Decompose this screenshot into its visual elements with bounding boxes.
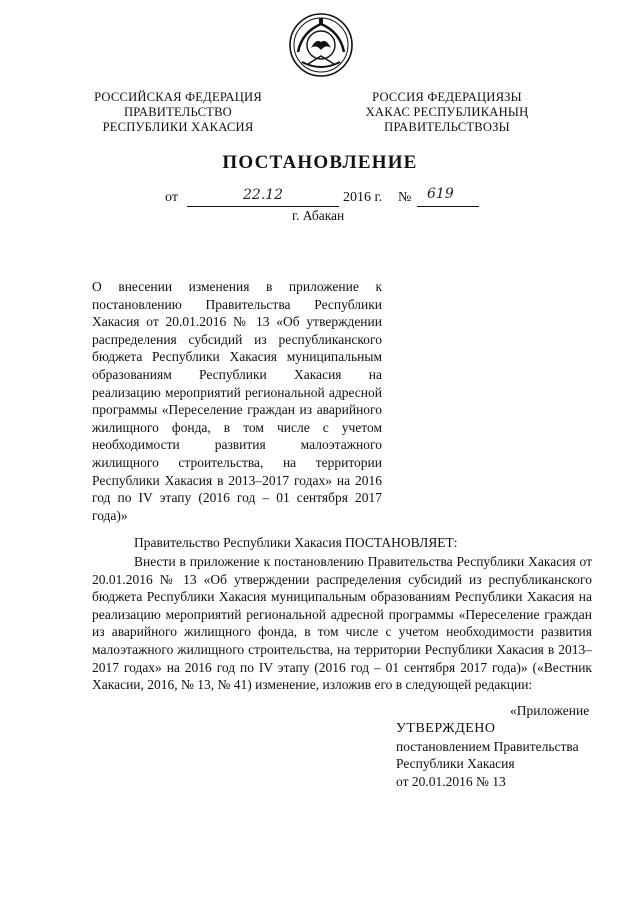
approved-line-3: от 20.01.2016 № 13: [396, 773, 506, 789]
approved-line-2: Республики Хакасия: [396, 756, 515, 772]
number-handwritten: 619: [427, 186, 454, 202]
header-left-line-2: ПРАВИТЕЛЬСТВО: [124, 105, 232, 119]
city: г. Абакан: [292, 208, 345, 223]
main-paragraph: Внести в приложение к постановлению Правительства Республики Хакасия от 20.01.2016 № 13 «Об утверждении распределения субсидий из республиканского бюджета Республики Хакасия муниципальным образованиям Республики Хакасия на реализацию мероприятий региональной адресной программы «Переселение граждан из аварийного жилищного фонда, в том числе с учетом необходимости развития малоэтажного жилищного строительства, на территории Республики Хакасия в 2013–2017 годах» на 2016 год по IV этапу (2016 год – 01 сентября 2017 года)» («Вестник Хакасии, 2016, № 13, № 41) изменение, изложив его в следующей редакции:: [92, 554, 592, 693]
document-title: ПОСТАНОВЛЕНИЕ: [222, 152, 418, 173]
number-label: №: [398, 190, 412, 205]
header-right-line-3: ПРАВИТЕЛЬСТВОЗЫ: [384, 120, 510, 134]
header-right-line-1: РОССИЯ ФЕДЕРАЦИЯЗЫ: [372, 90, 522, 104]
decree-line: Правительство Республики Хакасия ПОСТАНОВЛЯЕТ:: [134, 535, 458, 550]
appendix-label: «Приложение: [510, 703, 590, 718]
year-label: 2016 г.: [343, 190, 383, 205]
approved-block: [396, 720, 579, 790]
from-label: от: [165, 190, 178, 205]
header-left: [88, 90, 268, 135]
header-right-line-2: ХАКАС РЕСПУБЛИКАНЫҢ: [365, 105, 529, 119]
header-left-line-3: РЕСПУБЛИКИ ХАКАСИЯ: [102, 120, 254, 134]
coat-of-arms-icon: [288, 12, 354, 78]
document-meta: [165, 186, 485, 210]
document-subject: О внесении изменения в приложение к постановлению Правительства Республики Хакасия от 20.01.2016 № 13 «Об утверждении распределения субсидий из республиканского бюджета Республики Хакасия муниципальным образованиям Республики Хакасия на реализацию мероприятий региональной адресной программы «Переселение граждан из аварийного жилищного фонда, в том числе с учетом необходимости развития малоэтажного жилищного строительства, на территории Республики Хакасия в 2013–2017 годах» на 2016 год по IV этапу (2016 год – 01 сентября 2017 года)»: [92, 279, 382, 523]
date-handwritten: 22.12: [243, 187, 284, 203]
approved-line-1: постановлением Правительства: [396, 738, 579, 754]
header-right: [352, 90, 542, 135]
approved-heading: УТВЕРЖДЕНО: [396, 721, 496, 736]
header-left-line-1: РОССИЙСКАЯ ФЕДЕРАЦИЯ: [94, 90, 262, 104]
